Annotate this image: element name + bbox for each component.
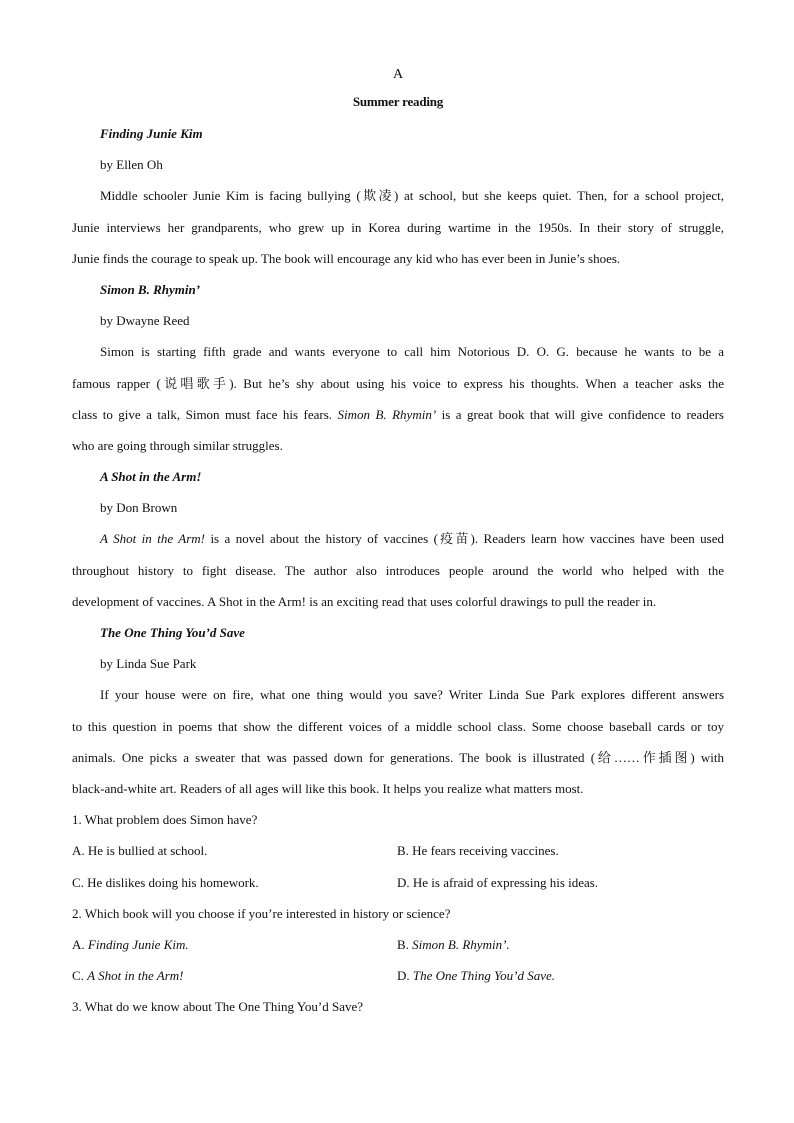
option-row (72, 960, 724, 991)
answer-option[interactable] (72, 867, 397, 898)
option-text: The One Thing You’d Save. (412, 968, 556, 984)
option-label: C. (72, 968, 88, 984)
section-letter: A (392, 67, 404, 82)
question-stem: 2. Which book will you choose if you’re interested in history or science? (72, 905, 451, 921)
paragraph-line: class to give a talk, Simon must face his fears. Simon B. Rhymin’ is a great book that will give confidence to readers (72, 406, 724, 422)
answer-option[interactable] (72, 835, 397, 866)
book-author: by Linda Sue Park (100, 656, 197, 672)
paragraph-line: black-and-white art. Readers of all ages will like this book. It helps you realize what matters most. (72, 780, 584, 796)
option-text: Simon B. Rhymin’. (412, 936, 510, 952)
paragraph-line: animals. One picks a sweater that was passed down for generations. The book is illustrated (给……作插图) with (72, 749, 724, 765)
answer-option[interactable] (397, 867, 724, 898)
paragraph-line: Junie finds the courage to speak up. The book will encourage any kid who has ever been in Junie’s shoes. (72, 250, 621, 266)
answer-option[interactable] (72, 960, 397, 991)
paragraph-line: throughout history to fight disease. The author also introduces people around the world who helped with the (72, 562, 724, 578)
option-row (72, 929, 724, 960)
book-author: by Dwayne Reed (100, 313, 190, 329)
book-title: Simon B. Rhymin’ (100, 281, 201, 297)
option-label: B. (397, 936, 413, 952)
paragraph-line: Junie interviews her grandparents, who grew up in Korea during wartime in the 1950s. In their story of struggle, (72, 219, 724, 235)
option-text: A Shot in the Arm! (87, 968, 184, 984)
option-label: A. (72, 936, 88, 952)
option-label: A. (72, 843, 88, 859)
answer-option[interactable] (397, 929, 724, 960)
book-title: Finding Junie Kim (100, 126, 203, 141)
answer-option[interactable] (397, 835, 724, 866)
book-title: A Shot in the Arm! (100, 469, 202, 485)
paragraph-line: who are going through similar struggles. (72, 437, 283, 453)
document-page (72, 64, 724, 1022)
question-stem: 1. What problem does Simon have? (72, 812, 258, 828)
passage-content (72, 118, 724, 1022)
paragraph-line: Simon is starting fifth grade and wants everyone to call him Notorious D. O. G. because he wants to be a (100, 344, 724, 360)
book-author: by Ellen Oh (100, 157, 163, 173)
option-text: He dislikes doing his homework. (87, 874, 259, 890)
option-row (72, 835, 724, 866)
book-title: The One Thing You’d Save (100, 625, 245, 640)
answer-option[interactable] (72, 929, 397, 960)
book-author: by Don Brown (100, 500, 178, 516)
paragraph-line: If your house were on fire, what one thing would you save? Writer Linda Sue Park explores different answers (100, 687, 724, 703)
paragraph-line: Middle schooler Junie Kim is facing bullying (欺凌) at school, but she keeps quiet. Then, for a school project, (100, 188, 724, 204)
question-stem: 3. What do we know about The One Thing You’d Save? (72, 999, 364, 1015)
passage-title: Summer reading (352, 94, 444, 109)
option-text: He fears receiving vaccines. (412, 843, 559, 859)
option-text: Finding Junie Kim. (87, 936, 189, 952)
option-label: D. (397, 968, 413, 984)
paragraph-line: A Shot in the Arm! is a novel about the history of vaccines (疫苗). Readers learn how vaccines have been used (100, 531, 724, 547)
paragraph-line: famous rapper (说唱歌手). But he’s shy about using his voice to express his thoughts. When a teacher asks the (72, 375, 724, 391)
option-text: He is afraid of expressing his ideas. (412, 874, 599, 890)
italic-book-title: A Shot in the Arm! (100, 531, 206, 547)
option-label: C. (72, 874, 88, 890)
option-label: D. (397, 874, 413, 890)
paragraph-line: to this question in poems that show the different voices of a middle school class. Some choose baseball cards or toy (72, 718, 724, 734)
answer-option[interactable] (397, 960, 724, 991)
option-row (72, 867, 724, 898)
paragraph-line: development of vaccines. A Shot in the Arm! is an exciting read that uses colorful drawings to pull the reader in. (72, 593, 657, 609)
option-text: He is bullied at school. (87, 843, 208, 859)
italic-book-title: Simon B. Rhymin’ (337, 406, 437, 422)
option-label: B. (397, 843, 413, 859)
